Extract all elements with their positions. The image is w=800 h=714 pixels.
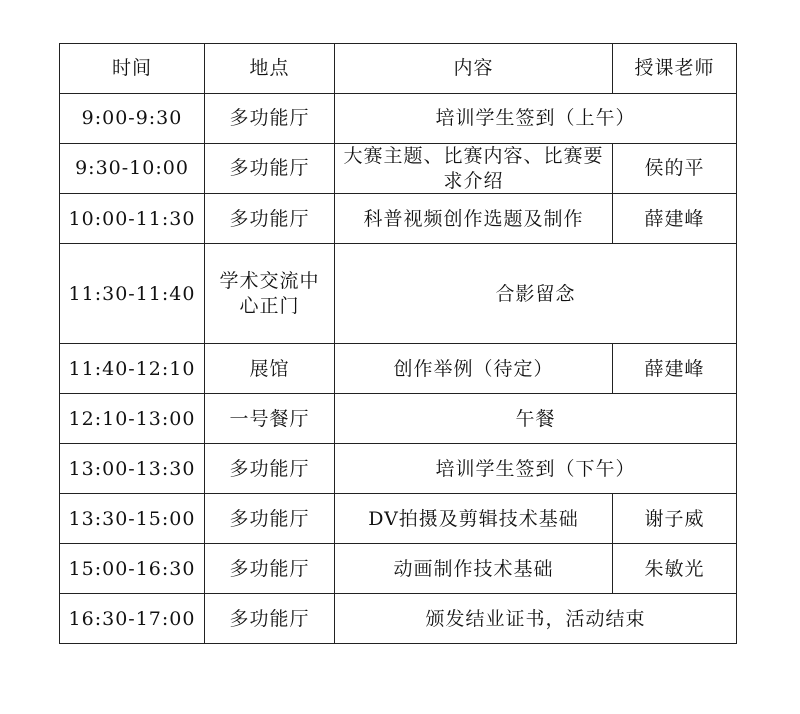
cell-place: 多功能厅	[205, 444, 335, 494]
cell-time: 13:30-15:00	[60, 494, 205, 544]
cell-time: 10:00-11:30	[60, 194, 205, 244]
cell-content: 动画制作技术基础	[335, 544, 613, 594]
header-teacher: 授课老师	[613, 44, 737, 94]
table-row	[60, 594, 737, 644]
cell-time: 15:00-16:30	[60, 544, 205, 594]
cell-place-line2: 心正门	[239, 294, 300, 317]
table-row	[60, 494, 737, 544]
cell-time: 9:30-10:00	[60, 144, 205, 194]
header-place: 地点	[205, 44, 335, 94]
cell-place	[205, 244, 335, 344]
table-row	[60, 244, 737, 344]
cell-content: 创作举例（待定）	[335, 344, 613, 394]
cell-place: 一号餐厅	[205, 394, 335, 444]
cell-content: 午餐	[335, 394, 737, 444]
cell-teacher: 谢子威	[613, 494, 737, 544]
header-content: 内容	[335, 44, 613, 94]
cell-time: 16:30-17:00	[60, 594, 205, 644]
cell-content: DV拍摄及剪辑技术基础	[335, 494, 613, 544]
cell-time: 11:40-12:10	[60, 344, 205, 394]
table-row	[60, 444, 737, 494]
cell-place: 多功能厅	[205, 144, 335, 194]
cell-place: 展馆	[205, 344, 335, 394]
table-row	[60, 544, 737, 594]
cell-place: 多功能厅	[205, 194, 335, 244]
cell-content: 培训学生签到（下午）	[335, 444, 737, 494]
cell-teacher: 薛建峰	[613, 194, 737, 244]
cell-content: 培训学生签到（上午）	[335, 94, 737, 144]
header-row	[60, 44, 737, 94]
cell-time: 9:00-9:30	[60, 94, 205, 144]
cell-place: 多功能厅	[205, 94, 335, 144]
table-row	[60, 344, 737, 394]
table-row	[60, 394, 737, 444]
cell-place: 多功能厅	[205, 544, 335, 594]
cell-time: 12:10-13:00	[60, 394, 205, 444]
cell-place-line1: 学术交流中	[219, 270, 320, 293]
cell-time: 13:00-13:30	[60, 444, 205, 494]
cell-teacher: 侯的平	[613, 144, 737, 194]
table-row	[60, 94, 737, 144]
table-row	[60, 194, 737, 244]
cell-content: 大赛主题、比赛内容、比赛要求介绍	[335, 144, 613, 194]
cell-content: 合影留念	[335, 244, 737, 344]
cell-content: 科普视频创作选题及制作	[335, 194, 613, 244]
cell-teacher: 薛建峰	[613, 344, 737, 394]
header-time: 时间	[60, 44, 205, 94]
schedule-table	[59, 43, 737, 644]
cell-content: 颁发结业证书，活动结束	[335, 594, 737, 644]
table-row	[60, 144, 737, 194]
cell-place: 多功能厅	[205, 494, 335, 544]
cell-place: 多功能厅	[205, 594, 335, 644]
cell-teacher: 朱敏光	[613, 544, 737, 594]
cell-time: 11:30-11:40	[60, 244, 205, 344]
